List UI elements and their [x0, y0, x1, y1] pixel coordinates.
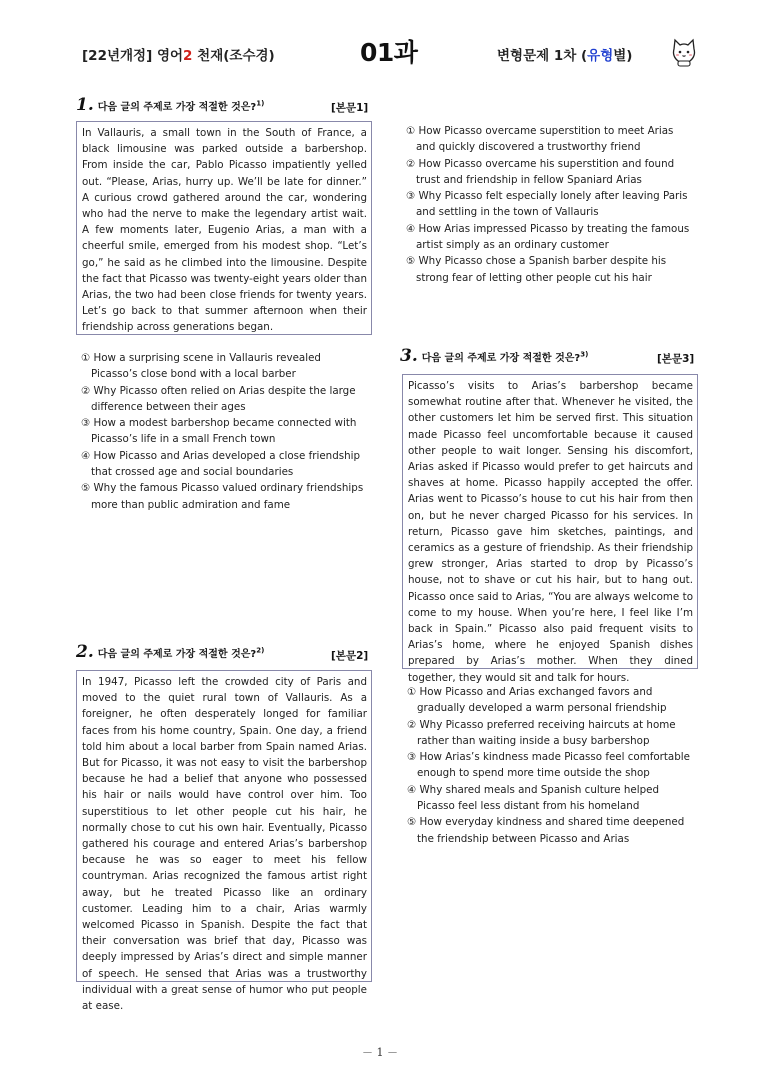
lesson-title: 01과 [360, 38, 418, 67]
question-1-header: 1. 다음 글의 주제로 가장 적절한 것은?$^{1)}$ [76, 95, 265, 115]
question-1-passage: In Vallauris, a small town in the South of France, a black limousine was parked outside a barbershop. From inside the car, Pablo Picasso impatiently yelled out. “Please, Arias, hurry up. We’ll be late for dinner.” A curious crowd gathered around the car, wondering who had the nerve to make the legendary artist wait. A few moments later, Eugenio Arias, a man with a cheerful smile, emerged from his modest shop. “Let’s go,” he said as he climbed into the limousine. Despite the fact that Picasso was twenty-eight years older than Arias, the two had been close friends for twenty years. Let’s go back to that summer afternoon when their friendship across generations began. [76, 121, 372, 335]
option-5[interactable]: ⑤ Why Picasso chose a Spanish barber despite his strong fear of letting other people cut his hair [406, 255, 667, 284]
question-3-passage: Picasso’s visits to Arias’s barbershop became somewhat routine after that. Whenever he visited, the other customers let him be served first. This situation made Picasso feel uncomfortable because it caused other people to wait longer. Sensing his discomfort, Arias asked if Picasso would prefer to get haircuts and shaves at home. Picasso happily accepted the offer. Arias went to Picasso’s house to cut his hair from then on, but he never charged Picasso for his services. In return, Picasso gave him sketches, paintings, and ceramics as a gesture of friendship. As their friendship grew stronger, Arias started to drop by Picasso’s house, not to shave or cut his hair, but to hang out. Picasso once said to Arias, “You are always welcome to come to my house. When you’re here, I feel like I’m back in Spain.” Picasso also paid frequent visits to Arias’s home, where he enjoyed Spanish dishes prepared by Arias’s mother. When they dined together, they would sit and talk for hours. [402, 374, 698, 669]
option-1[interactable]: ① How Picasso and Arias exchanged favors and gradually developed a warm personal friendship [407, 686, 667, 715]
question-1-options [80, 350, 370, 513]
option-2[interactable]: ② Why Picasso preferred receiving haircuts at home rather than waiting inside a busy barbershop [407, 718, 676, 747]
option-1[interactable]: ① How Picasso overcame superstition to meet Arias and quickly discovered a trustworthy friend [406, 125, 674, 154]
option-4[interactable]: ④ Why shared meals and Spanish culture helped Picasso feel less distant from his homeland [407, 783, 660, 813]
question-1-tag: [본문1] [331, 102, 369, 114]
option-2[interactable]: ② How Picasso overcame his superstition and found trust and friendship in fellow Spaniard Arias [406, 157, 675, 186]
course-title: [22년개정] 영어2 천재(조수경) [82, 48, 275, 64]
cat-mascot-icon [668, 36, 700, 68]
page-header [0, 0, 768, 80]
option-4[interactable]: ④ How Picasso and Arias developed a close friendship that crossed age and social boundaries [81, 449, 361, 479]
question-3-header: 3. 다음 글의 주제로 가장 적절한 것은?$^{3)}$ [400, 346, 589, 366]
option-5[interactable]: ⑤ Why the famous Picasso valued ordinary friendships more than public admiration and fame [81, 482, 364, 511]
type-highlight: 유형 [587, 48, 614, 64]
option-3[interactable]: ③ Why Picasso felt especially lonely after leaving Paris and settling in the town of Vallauris [406, 190, 688, 219]
exam-type: 변형문제 1차 (유형별) [497, 48, 633, 64]
question-3-tag: [본문3] [657, 353, 695, 365]
question-2-header: 2. 다음 글의 주제로 가장 적절한 것은?$^{2)}$ [76, 642, 265, 662]
question-3-options [406, 684, 696, 847]
option-4[interactable]: ④ How Arias impressed Picasso by treating the famous artist simply as an ordinary customer [406, 222, 690, 252]
option-2[interactable]: ② Why Picasso often relied on Arias despite the large difference between their ages [81, 384, 356, 413]
page-number: － 1 － [362, 1046, 398, 1059]
option-1[interactable]: ① How a surprising scene in Vallauris revealed Picasso’s close bond with a local barber [81, 352, 321, 381]
option-3[interactable]: ③ How a modest barbershop became connected with Picasso’s life in a small French town [81, 417, 357, 446]
question-2-tag: [본문2] [331, 650, 369, 662]
option-5[interactable]: ⑤ How everyday kindness and shared time deepened the friendship between Picasso and Arias [407, 816, 685, 845]
grade-number: 2 [183, 48, 193, 64]
question-2-passage: In 1947, Picasso left the crowded city of Paris and moved to the quiet rural town of Vallauris. As a foreigner, he often desperately longed for familiar faces from his home country, Spain. One day, a friend told him about a local barber from Spain named Arias. But for Picasso, it was not easy to visit the barbershop because he had a belief that anyone who possessed his hair or nails would have control over him. Too superstitious to let other people cut his hair, he normally chose to cut his own hair. Eventually, Picasso gathered his courage and entered Arias’s barbershop because he was so eager to meet his fellow countryman. Arias recognized the famous artist right away, but he treated Picasso like an ordinary customer. Leading him to a chair, Arias warmly welcomed Picasso in Spanish. Despite the fact that their conversation was brief that day, Picasso was deeply impressed by Arias’s direct and simple manner of speech. He sensed that Arias was a trustworthy individual with a great sense of humor who put people at ease. [76, 670, 372, 982]
option-3[interactable]: ③ How Arias’s kindness made Picasso feel comfortable enough to spend more time outside the shop [407, 751, 690, 780]
question-2-options [405, 123, 695, 286]
